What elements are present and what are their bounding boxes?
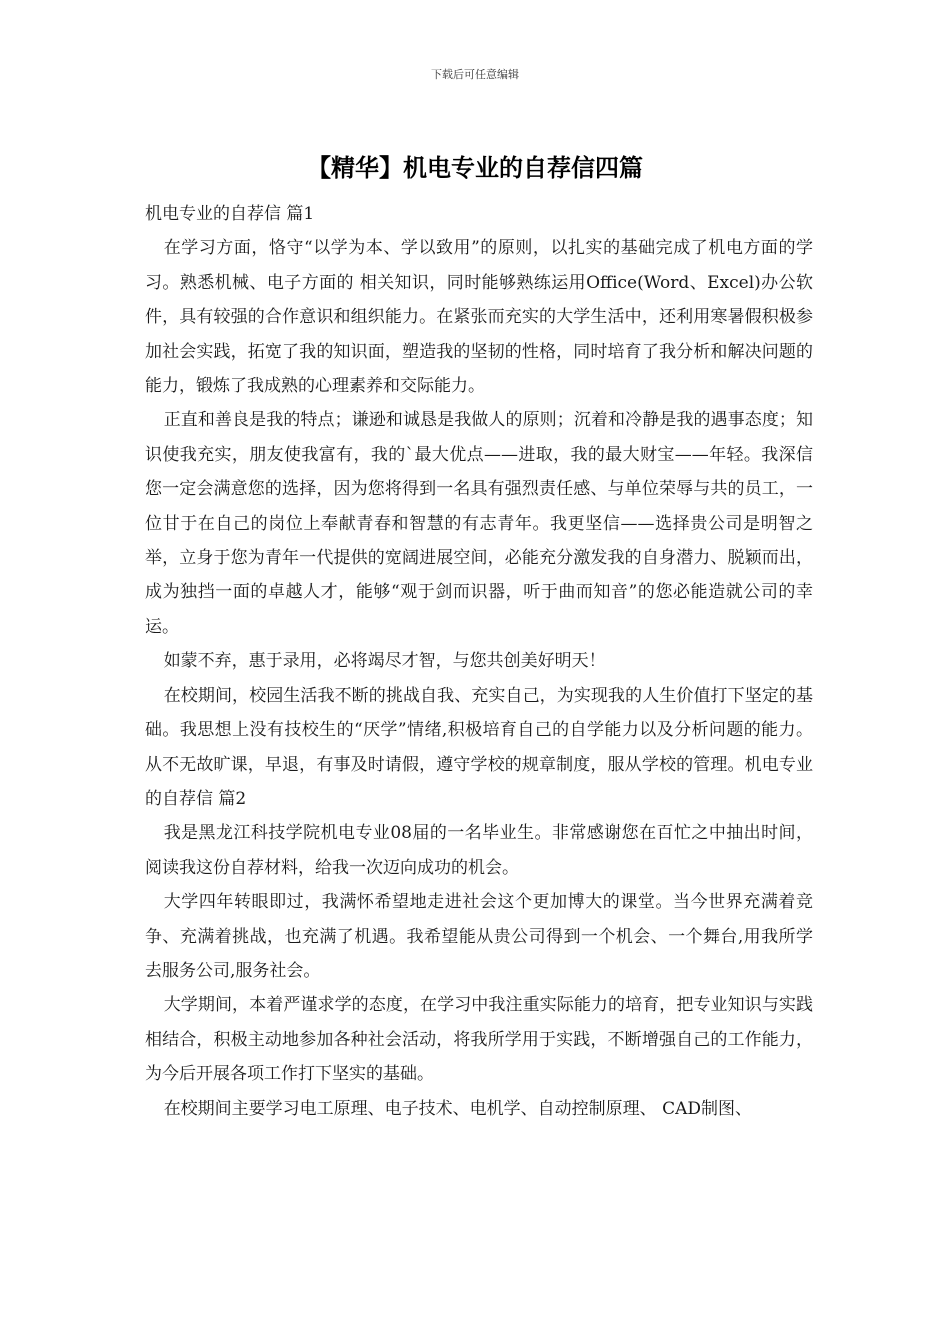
paragraph: 在校期间主要学习电工原理、电子技术、电机学、自动控制原理、 CAD制图、 (163, 1098, 753, 1119)
paragraph: 在校期间，校园生活我不断的挑战自我、充实自己，为实现我的人生价值打下坚定的基础。我思想上没有技校生的“厌学”情绪,积极培育自己的自学能力以及分析问题的能力。从不无故旷课，早退，有事及时请假，遵守学校的规章制度，服从学校的管理。机电专业的自荐信 篇2 (145, 685, 813, 809)
header-note: 下载后可任意编辑 (431, 68, 519, 81)
paragraph: 我是黑龙江科技学院机电专业08届的一名毕业生。非常感谢您在百忙之中抽出时间，阅读我这份自荐材料，给我一次迈向成功的机会。 (145, 823, 813, 878)
paragraph: 大学期间，本着严谨求学的态度，在学习中我注重实际能力的培育，把专业知识与实践相结合，积极主动地参加各种社会活动，将我所学用于实践，不断增强自己的工作能力，为今后开展各项工作打下坚实的基础。 (145, 995, 813, 1085)
document-title: 【精华】机电专业的自荐信四篇 (307, 154, 643, 182)
paragraph: 如蒙不弃，惠于录用，必将竭尽才智，与您共创美好明天！ (163, 651, 606, 672)
paragraph: 大学四年转眼即过，我满怀希望地走进社会这个更加博大的课堂。当今世界充满着竞争、充满着挑战，也充满了机遇。我希望能从贵公司得到一个机会、一个舞台,用我所学去服务公司,服务社会。 (145, 892, 813, 981)
paragraph: 在学习方面，恪守“以学为本、学以致用”的原则，以扎实的基础完成了机电方面的学习。熟悉机械、电子方面的 相关知识，同时能够熟练运用Office(Word、Excel)办公软件，具有较强的合作意识和组织能力。在紧张而充实的大学生活中，还利用寒暑假积极参加社会实践，拓宽了我的知识面，塑造我的坚韧的性格，同时培育了我分析和解决问题的能力，锻炼了我成熟的心理素养和交际能力。 (145, 238, 813, 397)
document-body (145, 197, 813, 1126)
paragraph: 正直和善良是我的特点；谦逊和诚恳是我做人的原则；沉着和冷静是我的遇事态度；知识使我充实，朋友使我富有，我的`最大优点——进取，我的最大财宝——年轻。我深信您一定会满意您的选择，因为您将得到一名具有强烈责任感、与单位荣辱与共的员工，一位甘于在自己的岗位上奉献青春和智慧的有志青年。我更坚信——选择贵公司是明智之举，立身于您为青年一代提供的宽阔进展空间，必能充分激发我的自身潜力、脱颖而出，成为独挡一面的卓越人才，能够“观于剑而识器，听于曲而知音”的您必能造就公司的幸运。 (145, 410, 813, 637)
section-heading: 机电专业的自荐信 篇1 (145, 204, 315, 224)
